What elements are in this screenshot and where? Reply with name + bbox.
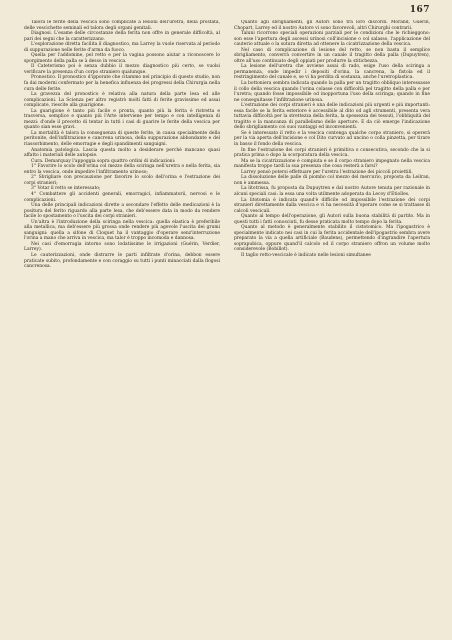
paragraph: Larrey pensò potersi effettuare per l'uretra l'estrazione dei piccoli proiettili.: [241, 169, 413, 175]
paragraph: Nei casi d'emorragia intorno sono lodatissime le irrigazioni (Guérin, Verdier, Larrey).: [24, 241, 220, 253]
paragraph: Pronostico. Il pronostico d'ipporate che citammo nel principio di questo studio, non fa dai moderni confermato per la benefica influenza dei progressi della Chirurgia nella cura delle ferite.: [24, 75, 220, 92]
paragraph: Quanto agli sbrigliamenti, gli Autori sono tra loro discordi. Morand, Guérin, Chopart, Larrey ed il nostro Autore vi sono favorevoli, altri Chirurghi contrarii.: [234, 20, 430, 31]
paragraph: Talora le ferite della vescica sono complicate a lesioni dell'uretra, della prostata, delle vescichette seminali ed talora degli organi genitali.: [24, 20, 220, 31]
paragraph: La litotomia è indicata quand'è difficile od impossibile l'estrazione dei corpi stranieri direttamente dalla vescica e vi ha necessità d'operare come se si trattasse di calcoli vescicali.: [234, 197, 430, 214]
paragraph: La dissoluzione delle palle di piombo col mezzo del mercurio, proposta da Leilran, non è ammessa.: [234, 175, 430, 186]
paragraph: Il taglio retto-vescicale è indicato nelle lesioni simultanee: [241, 252, 371, 258]
paragraph: La gravezza del pronostico è relativa alla natura della parte lesa ed alle complicazioni. La Scienza per altro registrò molti fatti di ferite gravissime ed assai complicate, riescite alla guarigione.: [24, 92, 220, 109]
paragraph: Cura. Demarquay l'appoggia sopra quattro ordini di indicazioni:: [31, 158, 176, 164]
paragraph: L'esplorazione diretta facilita il diagnostico, ma Larrey la vuole riservata al periodo di suppurazione nelle ferite d'arma da fuoco.: [24, 42, 220, 53]
paragraph: 3° Votar il retto se interessato;: [31, 186, 101, 192]
paragraph: 4° Combattere gli accidenti generali, emorragici, infiammatorii, nervosi e le complicazioni.: [24, 191, 220, 203]
right-column: [234, 20, 430, 630]
text-columns: [24, 20, 430, 630]
paragraph: Le cauterizzazioni, onde distrarre le parti infiltrate d'orina, debbon essere praticate subito, profondamente e con coraggio su tutti i punti minacciati dalla flogosi cancrenosa.: [24, 252, 220, 270]
paragraph: La mortalità è talora la conseguenza di queste ferite, in causa specialmente della peritonite, dell'infiltrazione e cancrena urinosa, della suppurazione abbondante e del riassorbimento, delle emorragie e degli spandimenti sanguigni.: [24, 130, 220, 148]
paragraph: Quanto al tempo dell'operazione, gli Autori sulla buona stabilità di partito. Ma in questi tutti i fatti conosciuti, fu desse praticata molto tempo dopo la ferita.: [234, 214, 430, 225]
paragraph: Un'altra è l'introduzione della sciringa nella vescica: quella elastica è preferibile alla metallica, ma deb'essere più grossa onde rendere più agevole l'uscita dei grumi sanguigni: quella a sifone di Cloquet ha il vantaggio d'operare senz'interruzione l'orina a mano che arriva in vescica, ma talor è troppo incomoda e dannosa.: [24, 219, 220, 242]
paragraph: 1° Favorire lo scolo dell'orina col mezzo della sciringa nell'uretra o nella ferita, sia entro la vescica, onde impedire l'infiltramento urinoso;: [24, 164, 220, 175]
paragraph: Quanto al metodo è generalmente stabilito il cistotomico. Ma l'ipogastrico è specialmente indicato nei casi in cui la ferita accidentale dell'ipogastrio sembra avere preparato la via a quella artificiale (Baudens), permettendo d'ingrandire l'apertura soprapubica, oppure quand'il calcolo od il corpo straniero offron un volume molto considerevole (Bobillot).: [234, 225, 430, 253]
paragraph: Anatomia patologica. Lascia questa molto a desiderare perchè mancano quasi affatto i materiali delle autopsie.: [24, 147, 220, 159]
paragraph: Il Cateterismo poi è senza dubbio il mezzo diagnostico più certo, se vuolsi verificare la presenza d'un corpo straniero qualunque.: [24, 64, 220, 75]
paragraph: La lesione dell'uretra che avviene assai di rado, esige l'uso della sciringa a permanenza, onde impedir i depositi d'orina, la cancrena, la fistola ed il restringimento del canale e, se vi ha perdita di sostanza, anche l'uretroplastica.: [234, 64, 430, 81]
paragraph: Se è interessato il retto e la vescica contenga qualche corpo straniero, si opererà per la via aperta dell'incisione e col Dito curvato ad uncino o colla pinzetta, per tirare in basso il fondo della vescica.: [234, 130, 430, 148]
paragraph: Taluni ricorrono speciali operazioni parziali per le condizioni che le richieggono: son esse l'apertura degli ascessi urinosi coll'incisione o col salasso, l'applicazione del cauterio attuale o la sutura diretta ad ottenere la cicatrizzazione della vescica.: [234, 31, 430, 48]
paragraph: Diagnosi. L'esame delle circostanze della ferita non offre in generale difficoltà, al pari dei segni che la caratterizzano.: [24, 31, 220, 42]
paragraph: Ma se la cicatrizzazione è compiuta e se il corpo straniero impegnato nella vescica manifesta troppo tardi la sua presenza che cosa resterà a farsi?: [234, 158, 430, 170]
paragraph: L'estrazione dei corpi stranieri è una delle indicazioni più urgenti e più importanti: essa facile se la ferita esteriore è accessibile al dito od agli strumenti, presenta vera tuttavia difficoltà per la strettezza della ferita, la spessezza dei tessuti, l'obbliquità del tragitto e la mancanza di parallelismo delle aperture. E da ciò emerge l'indicazione dello sbrigliamento coi suoi vantaggi ed inconvenienti.: [234, 103, 430, 131]
left-column: [24, 20, 220, 630]
paragraph: La guarigione è tanto più facile e pronta, quanto più la ferita è ristretta e trasversa, semplice e quanto più l'Arte interviene per tempo e con intelligenza di mezzi: d'onde il precetto di tentar in tutti i casi di guarire le ferite della vescica per quanto sian esse gravi.: [24, 108, 220, 131]
paragraph: 2° Sbrigliare con precauzione per favorire lo scolo dell'orina e l'estrazione dei corpi stranieri;: [24, 175, 220, 186]
paragraph: La bottoniera sembra indicata quando la palla per un tragitto obbliquo interessasse il collo della vescica quando l'orina colasse con difficoltà pel tragitto della palla e per l'uretra; quando fosse impossibile od inopportuna l'uso della sciringa; quando in fine ne conseguitasse l'infiltrazione urinosa.: [234, 81, 430, 103]
paragraph: Una delle principali indicazioni dirette a secondare l'effetto delle medicazioni è la positura del ferito riguardo alla parte lesa, che deb'essere data in modo da rendere facile lo spostamento o l'uscita dei corpi stranieri.: [24, 203, 220, 220]
page-number: 167: [409, 5, 430, 15]
paragraph: Nel caso di complicazione di lesione del retto, se non basta il semplice sbrigliamento, converrà convertire in un canale il tragitto della palla (Dupuytren), oltre all'uso continuato degli oppiati per produrre la stitichezza.: [234, 47, 430, 64]
paragraph: La litotrissa, fu proposta da Dupuytren e dal nostro Autore tenuta per razionale in alcuni speciali casi: la essa una volta utilmente adoperata da Lecoy d'Etiolles.: [234, 186, 430, 197]
paragraph: Quella per l'addomine, pel retto e per la vagina possono aiutar a riconoscere lo sporgimento della palla se à desso in vescica.: [24, 53, 220, 64]
paragraph: In fine l'estrazione dei corpi stranieri è primitiva o consecutiva, secondo che la si pratica prima o dopo la scorporatura della vescica.: [234, 147, 430, 159]
